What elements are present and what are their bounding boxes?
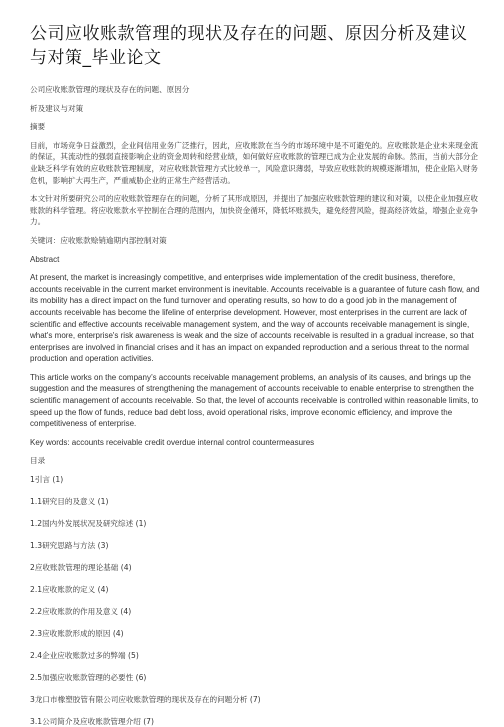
toc-item: 2应收账款管理的理论基础 (4) [30,563,132,573]
toc-item: 2.5加强应收账款管理的必要性 (6) [30,673,147,683]
document-title: 公司应收账款管理的现状及存在的问题、原因分析及建议与对策_毕业论文 [30,24,468,68]
toc-item: 1.3研究思路与方法 (3) [30,541,109,551]
abstract-cn-paragraph-1: 目前，市场竞争日益激烈，企业间信用业务广泛推行，因此，应收账款在当今的市场环境中是不可避免的。应收账款是企业未来现金流的保证，其流动性的强弱直接影响企业的资金周转和经营业绩，如何做好应收账款的管理已成为企业发展的命脉。然而，当前大部分企业缺乏科学有效的应收账款管理制度，对应收账款管理方式比较单一，风险意识薄弱，导致应收账款的规模逐渐增加，使企业陷入财务危机，影响扩大再生产，严重威胁企业的正常生产经营活动。 [30,140,479,185]
abstract-cn-heading: 摘要 [30,122,46,132]
toc-item: 1引言 (1) [30,475,64,485]
toc-item: 2.3应收账款形成的原因 (4) [30,629,124,639]
toc-item: 3龙口市橡塑胶管有限公司应收账款管理的现状及存在的问题分析 (7) [30,695,261,705]
toc-item: 1.1研究目的及意义 (1) [30,497,109,507]
abstract-cn-paragraph-2: 本文针对所要研究公司的应收账款管理存在的问题，分析了其形成原因，并提出了加强应收账款管理的建议和对策，以使企业加强应收账款的科学管理。将应收账款水平控制在合理的范围内，加快资金循环，降低坏账损失，避免经营风险，提高经济效益，增强企业竞争力。 [30,194,479,227]
abstract-en-paragraph-1: At present, the market is increasingly competitive, and enterprises wide implementation of the credit business, therefore, accounts receivable in the current market environment is inevitable. Accounts receivable is a guarantee of future cash flow, and its mobility has a direct impact on the fund turnover and operating results, so how to do a good job in the management of accounts receivable has become the lifeline of enterprise development. However, most enterprises in the current are lack of scientific and effective accounts receivable management system, and the way of accounts receivable management is single, what's more, enterprise's risk awareness is weak and the size of accounts receivable is resulted in a gradual increase, so that enterprises are involved in financial crises and it has an impact on expanded reproduction and a serious threat to the normal production and operation activities. [30,273,480,364]
keywords-cn: 关键词：应收账款赊销逾期内部控制对策 [30,235,167,245]
toc-item: 1.2国内外发展状况及研究综述 (1) [30,519,147,529]
toc-item: 3.1公司简介及应收账款管理介绍 (7) [30,717,154,727]
subtitle-line-2: 析及建议与对策 [30,103,84,113]
subtitle-line-1: 公司应收账款管理的现状及存在的问题、原因分 [30,85,190,94]
keywords-en: Key words: accounts receivable credit overdue internal control countermeasures [30,437,315,447]
toc-heading: 目录 [30,456,46,466]
abstract-en-heading: Abstract [30,254,60,264]
toc-item: 2.2应收账款的作用及意义 (4) [30,607,132,617]
table-of-contents [30,474,480,727]
abstract-en-paragraph-2: This article works on the company’s accounts receivable management problems, an analysis of its causes, and brings up the suggestion and the measures of strengthening the management of accounts receivable to enable enterprise to strengthen the scientific management of accounts receivable. So that, the level of accounts receivable is controlled within reasonable limits, to speed up the flow of funds, reduce bad debt loss, avoid operational risks, improve economic efficiency, and improve the competitiveness of enterprise. [30,372,479,429]
toc-item: 2.4企业应收账款过多的弊端 (5) [30,651,139,661]
toc-item: 2.1应收账款的定义 (4) [30,585,109,595]
